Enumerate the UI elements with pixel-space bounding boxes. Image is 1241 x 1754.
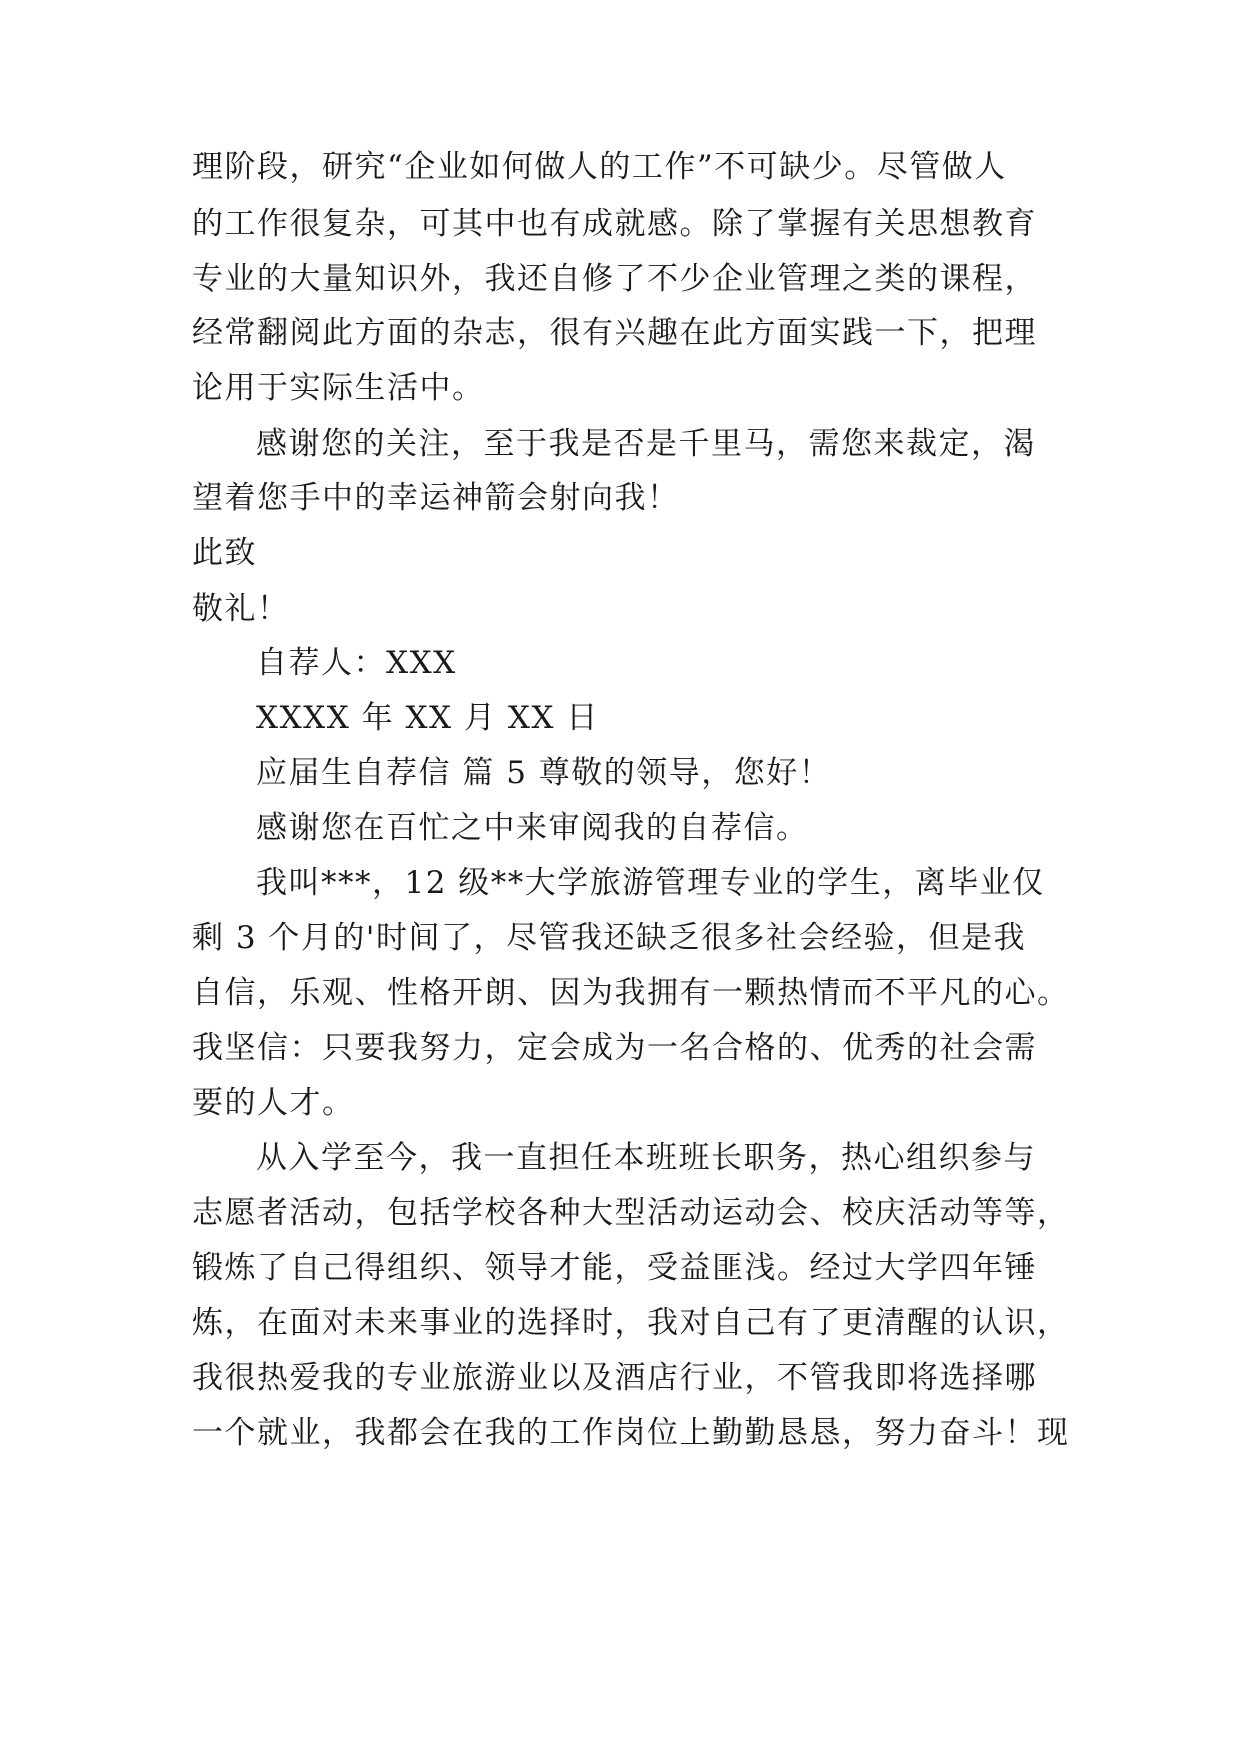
body-text-line: 炼，在面对未来事业的选择时，我对自己有了更清醒的认识， [192,1305,1070,1341]
date-line: XXXX 年 XX 月 XX 日 [256,700,599,736]
body-text-line: 锻炼了自己得组织、领导才能，受益匪浅。经过大学四年锤 [192,1250,1037,1286]
section-heading: 应届生自荐信 篇 5 尊敬的领导，您好！ [256,755,832,791]
signature-line: 自荐人：XXX [256,645,457,681]
body-text-line: 论用于实际生活中。 [192,370,485,406]
body-text-line: 专业的大量知识外，我还自修了不少企业管理之类的课程， [192,261,1037,297]
body-text-line: 我叫***，12 级**大学旅游管理专业的学生，离毕业仅 [256,865,1045,901]
closing-regards: 敬礼！ [192,591,290,627]
body-text-line: 理阶段，研究“企业如何做人的工作”不可缺少。尽管做人 [192,149,1007,185]
body-text-line: 的工作很复杂，可其中也有成就感。除了掌握有关思想教育 [192,206,1037,242]
body-text-line: 感谢您的关注，至于我是否是千里马，需您来裁定，渴 [256,426,1036,462]
body-text-line: 我坚信：只要我努力，定会成为一名合格的、优秀的社会需 [192,1030,1037,1066]
body-text-line: 我很热爱我的专业旅游业以及酒店行业，不管我即将选择哪 [192,1360,1037,1396]
body-text-line: 经常翻阅此方面的杂志，很有兴趣在此方面实践一下，把理 [192,315,1037,351]
body-text-line: 志愿者活动，包括学校各种大型活动运动会、校庆活动等等， [192,1195,1070,1231]
body-text-line: 要的人才。 [192,1085,355,1121]
body-text-line: 一个就业，我都会在我的工作岗位上勤勤恳恳，努力奋斗！现 [192,1415,1070,1451]
body-text-line: 自信，乐观、性格开朗、因为我拥有一颗热情而不平凡的心。 [192,975,1070,1011]
closing-salutation: 此致 [192,535,257,571]
body-text-line: 剩 3 个月的'时间了，尽管我还缺乏很多社会经验，但是我 [192,920,1026,956]
body-text-line: 感谢您在百忙之中来审阅我的自荐信。 [256,810,809,846]
body-text-line: 从入学至今，我一直担任本班班长职务，热心组织参与 [256,1140,1036,1176]
body-text-line: 望着您手中的幸运神箭会射向我！ [192,480,680,516]
